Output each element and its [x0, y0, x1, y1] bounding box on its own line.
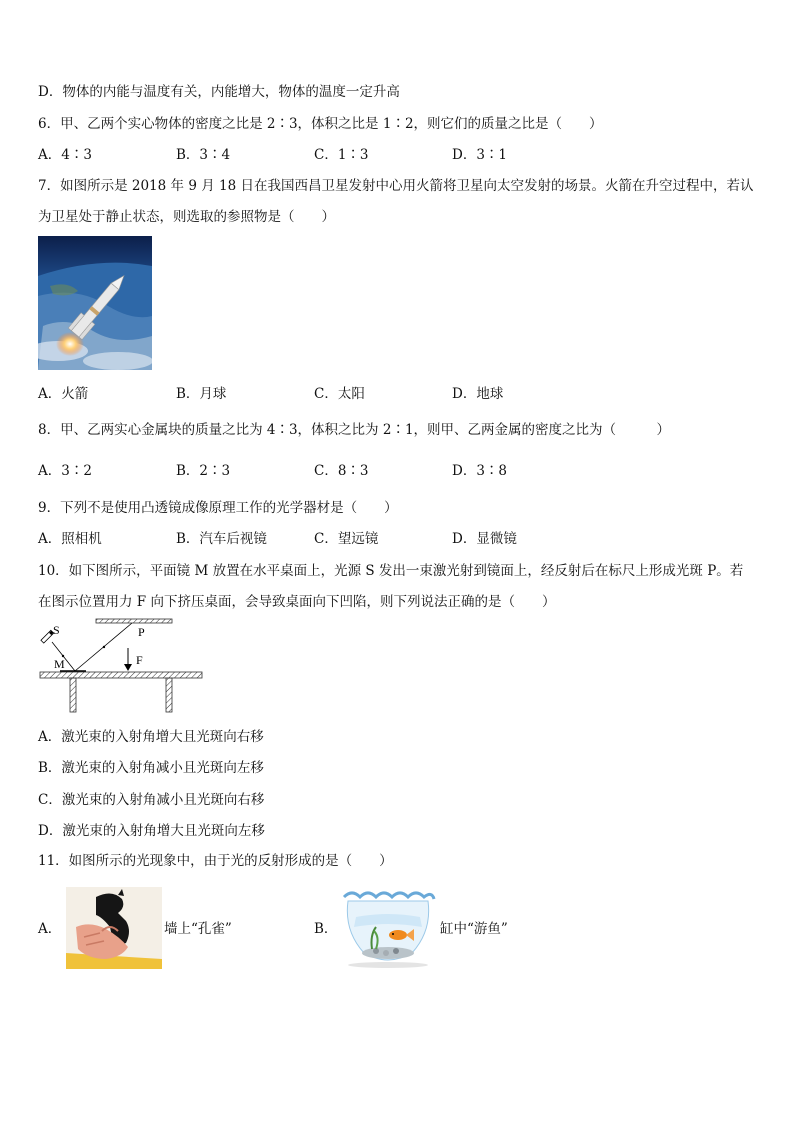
- rocket-launch-photo: [38, 236, 152, 370]
- q9-option-b: B．汽车后视镜: [176, 531, 267, 547]
- q6-option-a: A．4∶3: [38, 147, 92, 163]
- q8-option-c: C．8∶3: [314, 463, 369, 479]
- mirror-laser-diagram: [38, 616, 208, 716]
- q11-option-a-letter: A．: [38, 921, 62, 937]
- q7-option-c: C．太阳: [314, 386, 365, 402]
- q8-option-a: A．3∶2: [38, 463, 92, 479]
- q9-option-c: C．望远镜: [314, 531, 379, 547]
- ruler: [96, 619, 172, 623]
- q6-option-b: B．3∶4: [176, 147, 231, 163]
- q7-option-a: A．火箭: [38, 386, 89, 402]
- q7-stem-line1: 7．如图所示是 2018 年 9 月 18 日在我国西昌卫星发射中心用火箭将卫星向太空发射的场景。火箭在升空过程中，若认: [38, 178, 754, 194]
- q10-option-a: A．激光束的入射角增大且光斑向右移: [38, 729, 264, 745]
- q7-option-b: B．月球: [176, 386, 227, 402]
- table-leg-left: [70, 678, 76, 712]
- q6-stem: 6．甲、乙两个实心物体的密度之比是 2∶3，体积之比是 1∶2，则它们的质量之比是（ ）: [38, 116, 603, 132]
- q8-stem: 8．甲、乙两实心金属块的质量之比为 4∶3，体积之比为 2∶1，则甲、乙两金属的密度之比为（ ）: [38, 422, 671, 438]
- table-leg-right: [166, 678, 172, 712]
- label-s: S: [53, 623, 60, 637]
- q5-option-d: D．物体的内能与温度有关，内能增大，物体的温度一定升高: [38, 84, 400, 100]
- q8-option-d: D．3∶8: [452, 463, 508, 479]
- q11-option-b-caption: 缸中“游鱼”: [440, 921, 508, 937]
- label-f: F: [136, 653, 143, 667]
- q10-option-d: D．激光束的入射角增大且光斑向左移: [38, 823, 265, 839]
- label-m: M: [54, 657, 65, 671]
- q6-option-d: D．3∶1: [452, 147, 508, 163]
- tabletop: [40, 672, 202, 678]
- q7-option-d: D．地球: [452, 386, 504, 402]
- q8-option-b: B．2∶3: [176, 463, 231, 479]
- q9-option-a: A．照相机: [38, 531, 102, 547]
- q6-option-c: C．1∶3: [314, 147, 369, 163]
- q7-stem-line2: 为卫星处于静止状态，则选取的参照物是（ ）: [38, 209, 335, 225]
- q10-option-b: B．激光束的入射角减小且光斑向左移: [38, 760, 264, 776]
- q10-stem-line2: 在图示位置用力 F 向下挤压桌面，会导致桌面向下凹陷，则下列说法正确的是（ ）: [38, 594, 556, 610]
- label-p: P: [138, 625, 145, 639]
- q9-stem: 9．下列不是使用凸透镜成像原理工作的光学器材是（ ）: [38, 500, 398, 516]
- q10-option-c: C．激光束的入射角减小且光斑向右移: [38, 792, 265, 808]
- fishbowl-photo: [338, 887, 438, 969]
- shadow-peacock-photo: [66, 887, 162, 969]
- q11-stem: 11．如图所示的光现象中，由于光的反射形成的是（ ）: [38, 853, 393, 869]
- laser-source-icon: [41, 630, 54, 643]
- q9-option-d: D．显微镜: [452, 531, 517, 547]
- q11-option-b-letter: B．: [314, 921, 338, 937]
- q10-stem-line1: 10．如下图所示，平面镜 M 放置在水平桌面上，光源 S 发出一束激光射到镜面上，经反射后在标尺上形成光斑 P。若: [38, 563, 744, 579]
- q11-option-a-caption: 墙上“孔雀”: [164, 921, 232, 937]
- force-arrow-icon: [124, 648, 132, 671]
